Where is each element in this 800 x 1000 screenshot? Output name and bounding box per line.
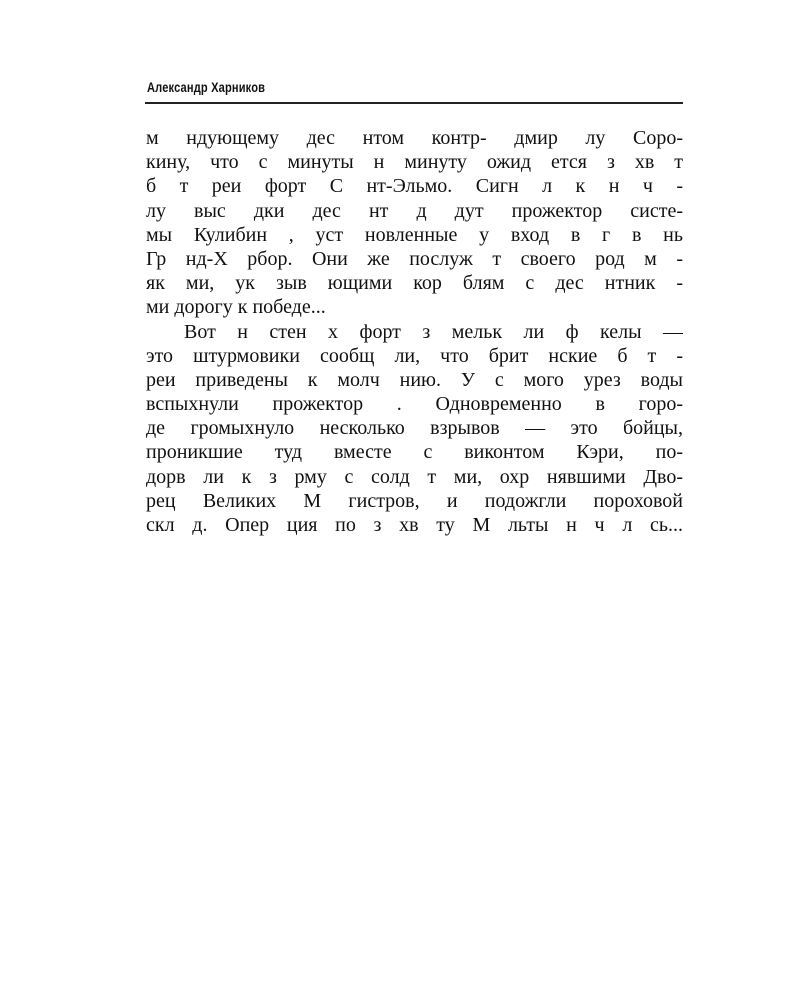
text-line: кину, что с минуты н минуту ожид ется з хв т	[146, 151, 683, 174]
text-line: вспыхнули прожектор . Одновременно в горо-	[146, 393, 683, 416]
text-line: як ми, ук зыв ющими кор блям с дес нтник -	[146, 272, 683, 295]
text-line: мы Кулибин , уст новленные у вход в г в нь	[146, 223, 683, 246]
running-header	[145, 76, 683, 104]
text-line: Вот н стен х форт з мельк ли ф келы —	[184, 320, 683, 343]
text-line: скл д. Опер ция по з хв ту М льты н ч л сь...	[146, 514, 683, 536]
text-line: б т реи форт С нт-Эльмо. Сигн л к н ч -	[146, 175, 683, 198]
text-line: дорв ли к з рму с солд т ми, охр нявшими Дво-	[146, 465, 683, 488]
text-line: проникшие туд вместе с виконтом Кэри, по-	[146, 441, 683, 464]
text-line: Гр нд-Х рбор. Они же послуж т своего род м -	[146, 247, 683, 270]
body-text	[146, 126, 683, 537]
text-line: реи приведены к молч нию. У с мого урез воды	[146, 368, 683, 391]
text-line: м ндующему дес нтом контр- дмир лу Соро-	[146, 127, 683, 149]
text-line: лу выс дки дес нт д дут прожектор систе-	[146, 199, 683, 222]
text-line: де громыхнуло несколько взрывов — это бойцы,	[146, 417, 683, 440]
text-line: это штурмовики сообщ ли, что брит нские б т -	[146, 344, 683, 367]
author-name: Александр Харников	[147, 80, 266, 95]
text-line: ми дорогу к победе...	[146, 296, 326, 319]
text-line: рец Великих М гистров, и подожгли пороховой	[146, 489, 683, 512]
